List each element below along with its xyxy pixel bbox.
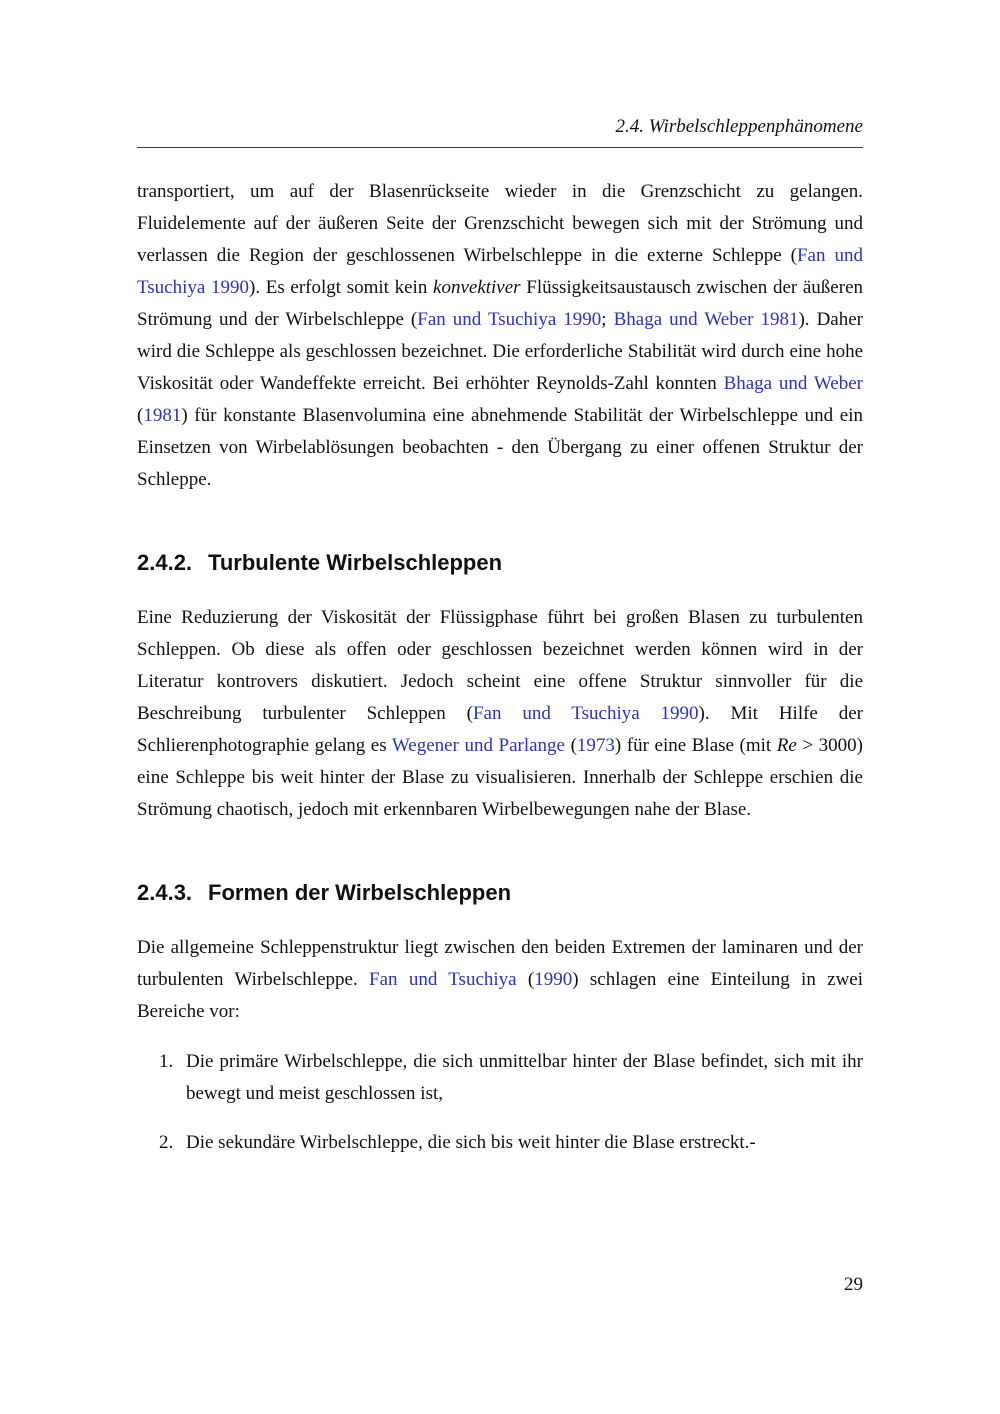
body-text: ( [516,969,535,990]
section-title: Turbulente Wirbelschleppen [208,550,503,575]
enumerated-list [137,1046,863,1159]
body-text: ). Es erfolgt somit kein [249,277,434,298]
list-item-text [186,1132,756,1153]
body-text: transportiert, um auf der Blasenrückseite wieder in die Grenzschicht zu gelangen. Fluidelemente auf der äußeren Seite der Grenzschicht bewegen sich mit der Strömung und verlassen die Region der geschlossenen Wirbelschleppe in die externe Schleppe ( [137,181,863,266]
body-text: ). Daher wird die Schleppe als geschlossen bezeichnet. Die erforderliche Stabilität wird durch eine hohe Viskosität oder Wandeffekte erreicht. Bei erhöhter Reynolds-Zahl konnten [137,309,863,394]
citation-link[interactable]: Bhaga und Weber [723,373,863,394]
paragraph [137,602,863,826]
body-text: ) für eine Blase (mit [614,735,777,756]
list-item [137,1046,863,1110]
citation-link[interactable]: Fan und Tsuchiya 1990 [417,309,602,330]
paragraph [137,176,863,496]
citation-link[interactable]: Wegener und Parlange [391,735,565,756]
body-text: ; [601,309,614,330]
list-item-number: 1. [159,1051,174,1072]
section-number: 2.4.3. [137,880,193,905]
body-text: Die primäre Wirbelschleppe, die sich unmittelbar hinter der Blase befindet, sich mit ihr bewegt und meist geschlossen ist, [186,1051,863,1104]
body-text: ) für konstante Blasenvolumina eine abnehmende Stabilität der Wirbelschleppe und ein Einsetzen von Wirbelablösungen beobachten - den Übergang zu einer offenen Struktur der Schleppe. [137,405,863,490]
paragraph [137,932,863,1028]
body-text: ( [565,735,577,756]
citation-link[interactable]: Fan und Tsuchiya [369,969,517,990]
section-heading [137,880,863,906]
body-text: ) schlagen eine Einteilung in zwei Bereiche vor: [137,969,864,1022]
body-text: ). Mit Hilfe der Schlierenphotographie gelang es [137,703,863,756]
body-text: > 3000) eine Schleppe bis weit hinter der Blase zu visualisieren. Innerhalb der Schleppe erschien die Strömung chaotisch, jedoch mit erkennbaren Wirbelbewegungen nahe der Blase. [137,735,863,820]
header-rule [137,147,863,148]
list-item-text [186,1051,863,1104]
body-text: Die sekundäre Wirbelschleppe, die sich bis weit hinter die Blase erstreckt.- [186,1132,756,1153]
content-column [137,0,863,1176]
citation-link[interactable]: Fan und Tsuchiya 1990 [472,703,699,724]
section-number: 2.4.2. [137,550,193,575]
citation-link[interactable]: 1981 [143,405,182,426]
document-content [137,176,863,1159]
emphasis-text: konvektiver [433,277,521,298]
citation-link[interactable]: 1990 [534,969,573,990]
citation-link[interactable]: Fan und Tsuchiya 1990 [137,245,864,298]
body-text: ( [137,405,144,426]
list-item [137,1127,863,1159]
section-heading [137,550,863,576]
section-title: Formen der Wirbelschleppen [208,880,512,905]
citation-link[interactable]: 1973 [576,735,615,756]
emphasis-text: Re [776,735,797,756]
list-item-number: 2. [159,1132,174,1153]
running-header: 2.4. Wirbelschleppenphänomene [615,116,863,137]
body-text: Die allgemeine Schleppenstruktur liegt zwischen den beiden Extremen der laminaren und der turbulenten Wirbelschleppe. [137,937,863,990]
page-number: 29 [844,1274,863,1295]
citation-link[interactable]: Bhaga und Weber 1981 [613,309,799,330]
body-text: Eine Reduzierung der Viskosität der Flüssigphase führt bei großen Blasen zu turbulenten Schleppen. Ob diese als offen oder geschlossen bezeichnet werden können wird in der Literatur kontrovers diskutiert. Jedoch scheint eine offene Struktur sinnvoller für die Beschreibung turbulenter Schleppen ( [137,607,863,724]
body-text: Flüssigkeitsaustausch zwischen der äußeren Strömung und der Wirbelschleppe ( [137,277,863,330]
